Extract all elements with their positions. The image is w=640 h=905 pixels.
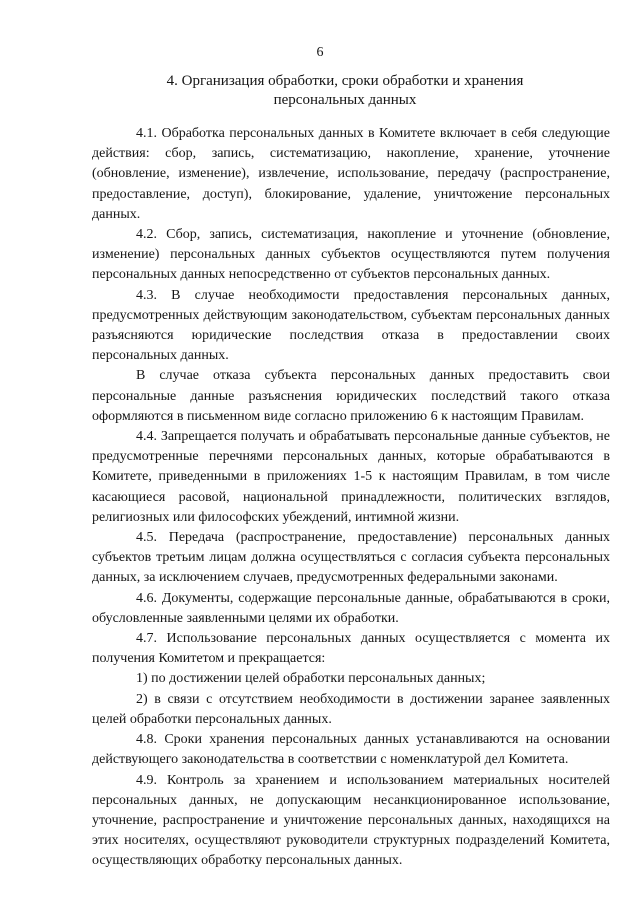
paragraph-4-5: 4.5. Передача (распространение, предоставление) персональных данных субъектов третьим лицам должна осуществляться с согласия субъекта персональных данных, за исключением случаев, предусмотренных федеральными законами. bbox=[92, 530, 610, 586]
paragraph-4-6: 4.6. Документы, содержащие персональные данные, обрабатываются в сроки, обусловленные заявленными целями их обработки. bbox=[92, 590, 610, 626]
paragraph-4-9: 4.9. Контроль за хранением и использованием материальных носителей персональных данных, не допускающим несанкционированное использование, уточнение, распространение и уничтожение персональных данных, находящихся на этих носителях, осуществляют руководители структурных подразделений Комитета, осуществляющих обработку персональных данных. bbox=[92, 772, 610, 869]
paragraph-4-7: 4.7. Использование персональных данных осуществляется с момента их получения Комитетом и прекращается: bbox=[92, 631, 610, 667]
paragraph-4-2: 4.2. Сбор, запись, систематизация, накопление и уточнение (обновление, изменение) персональных данных субъектов осуществляются путем получения персональных данных непосредственно от субъектов персональных данных. bbox=[92, 227, 610, 283]
section-title bbox=[150, 72, 540, 110]
section-title-line-2: персональных данных bbox=[273, 92, 417, 108]
paragraph-4-3: 4.3. В случае необходимости предоставления персональных данных, предусмотренных действующим законодательством, субъектам персональных данных разъясняются юридические последствия отказа в предоставлении своих персональных данных. bbox=[92, 287, 610, 364]
section-title-line-1: 4. Организация обработки, сроки обработки и хранения bbox=[166, 73, 524, 89]
paragraph-4-8: 4.8. Сроки хранения персональных данных устанавливаются на основании действующего законодательства в соответствии с номенклатурой дел Комитета. bbox=[92, 732, 610, 768]
paragraph-4-4: 4.4. Запрещается получать и обрабатывать персональные данные субъектов, не предусмотренные перечнями персональных данных, которые обрабатываются в Комитете, приведенными в приложениях 1-5 к настоящим Правилам, в том числе касающиеся расовой, национальной принадлежности, политических взглядов, религиозных или философских убеждений, интимной жизни. bbox=[92, 429, 610, 525]
list-item-1: 1) по достижении целей обработки персональных данных; bbox=[136, 671, 486, 687]
document-body bbox=[92, 124, 610, 872]
paragraph-refusal: В случае отказа субъекта персональных данных предоставить свои персональные данные разъяснения юридических последствий такого отказа оформляются в письменном виде согласно приложению 6 к настоящим Правилам. bbox=[92, 368, 610, 424]
page-number: 6 bbox=[316, 45, 324, 60]
paragraph-4-1: 4.1. Обработка персональных данных в Комитете включает в себя следующие действия: сбор, запись, систематизацию, накопление, хранение, уточнение (обновление, изменение), извлечение, использование, передачу (распространение, предоставление, доступ), блокирование, удаление, уничтожение персональных данных. bbox=[92, 126, 610, 222]
list-item-2: 2) в связи с отсутствием необходимости в достижении заранее заявленных целей обработки персональных данных. bbox=[92, 691, 610, 727]
